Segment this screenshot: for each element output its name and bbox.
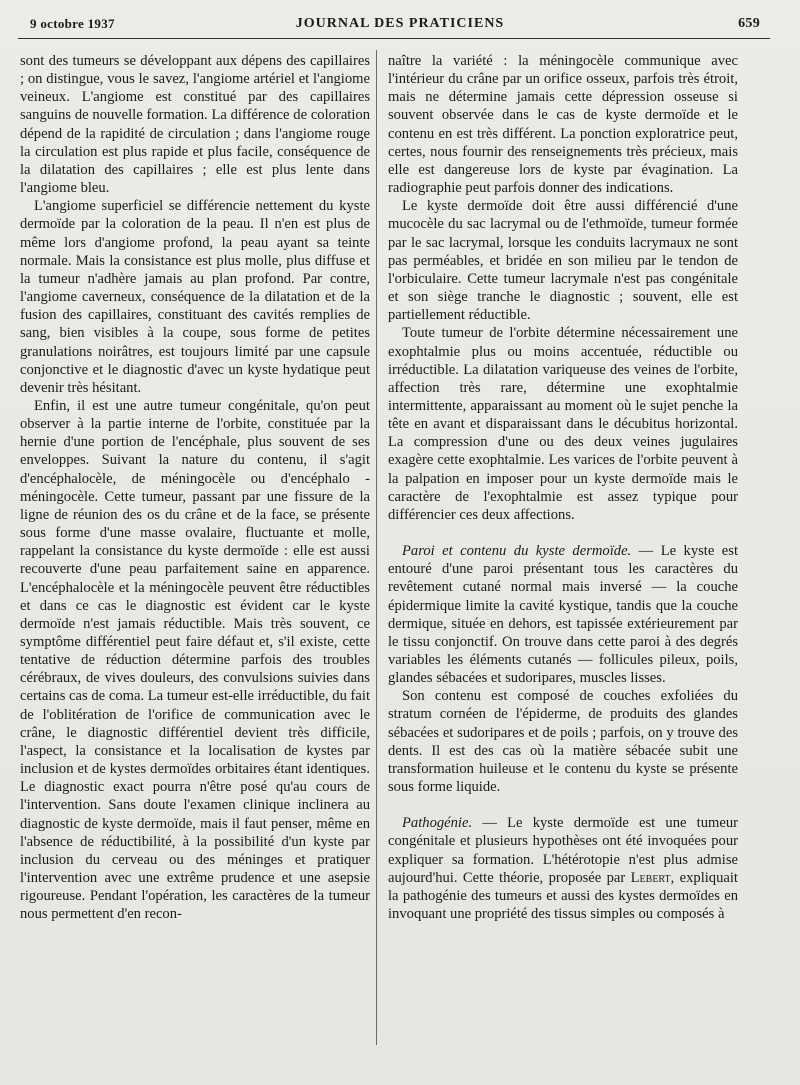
column-divider [376, 50, 377, 1045]
paragraph: L'angiome superficiel se différencie nettement du kyste dermoïde par la coloration de la peau. Il n'en est plus de même lors d'angiome profond, la peau ayant sa teinte normale. Mais la consistance est plus molle, plus diffuse et la tumeur n'adhère jamais au plan profond. Par contre, l'angiome caverneux, conséquence de la dilatation et de la fusion des capillaires, constituant des cavités remplies de sang, bien visibles à la coupe, sous forme de petites granulations noirâtres, est toujours limité par une capsule conjonctive et le diagnostic d'avec un kyste hydatique peut devenir très hésitant. [20, 198, 370, 396]
header-page-number: 659 [738, 16, 760, 31]
left-column [20, 52, 370, 924]
paragraph: naître la variété : la méningocèle communique avec l'intérieur du crâne par un orifice osseux, parfois très étroit, mais ne détermine jamais cette dépression osseuse si souvent observée dans le cas de kyste dermoïde et le contenu en est très différent. La ponction exploratrice peut, certes, nous fournir des renseignements très précieux, mais elle est dangereuse lors de kyste par évagination. La radiographie peut parfois donner des indications. [388, 53, 738, 197]
section-paroi [388, 542, 738, 687]
paragraph: Enfin, il est une autre tumeur congénitale, qu'on peut observer à la partie interne de l'orbite, constituée par la hernie d'une portion de l'encéphale, plus souvent de ses enveloppes. Suivant la nature du contenu, il s'agit d'encéphalocèle, de méningocèle ou d'encéphalo - méningocèle. Cette tumeur, passant par une fissure de la ligne de réunion des os du crâne et de la face, se présente sous forme d'une masse ovalaire, fluctuante et molle, rappelant la consistance du kyste dermoïde : elle est aussi recouverte d'une peau parfaitement saine en apparence. L'encéphalocèle et la méningocèle peuvent être réductibles et dans ce cas le diagnostic est évident car le kyste dermoïde n'est jamais réductible. Mais très souvent, ce symptôme différentiel peut faire défaut et, s'il existe, cette tentative de réduction détermine parfois des troubles cérébraux, de vives douleurs, des convulsions suivies dans certains cas de coma. La tumeur est-elle irréductible, du fait de l'oblitération de l'orifice de communication avec le crâne, le diagnostic différentiel devient très difficile, l'aspect, la consistance et la localisation de kystes par inclusion et de kystes dermoïdes orbitaires étant identiques. Le diagnostic exact pourra n'être posé qu'au cours de l'intervention. Sans doute l'examen clinique inclinera au diagnostic de kyste dermoïde, mais il faut penser, même en l'absence de réductibilité, à la possibilité d'un kyste par inclusion du cerveau ou des méninges et pratiquer l'intervention avec une extrême prudence et une asepsie rigoureuse. Pendant l'opération, les caractères de la tumeur nous permettent d'en recon- [20, 397, 370, 923]
right-column [388, 52, 738, 923]
section-pathogenie [388, 814, 738, 923]
section-text: — Le kyste dermoïde est une tumeur congénitale et plusieurs hypothèses ont été invoquées pour expliquer sa formation. L'hétérotopie n'est plus admise aujourd'hui. Cette théorie, proposée par [388, 815, 738, 886]
paragraph: Le kyste dermoïde doit être aussi différencié d'une mucocèle du sac lacrymal ou de l'ethmoïde, tumeur formée par le sac lacrymal, lorsque les conduits lacrymaux ne sont pas perméables, et bridée en son milieu par le tendon de l'orbiculaire. Cette tumeur lacrymale n'est pas congénitale et son siège tranche le diagnostic ; souvent, elle est partiellement réductible. [388, 198, 738, 324]
section-text: — Le kyste est entouré d'une paroi présentant tous les caractères du revêtement cutané normal mais inversé — la couche épidermique limite la cavité kystique, tandis que la couche dermique, située en dehors, est tapissée extérieurement par le tissu conjonctif. On trouve dans cette paroi à des degrés variables les éléments cutanés — follicules pileux, poils, glandes sébacées et sudoripares, muscles lisses. [388, 543, 738, 687]
header-journal-title: JOURNAL DES PRATICIENS [295, 16, 505, 31]
section-title: Pathogénie. [402, 815, 473, 832]
author-name: Lebert [630, 869, 671, 886]
section-text: , expliquait la pathogénie des tumeurs et aussi des kystes dermoïdes en invoquant une propriété des tissus simples ou composés à [388, 869, 738, 923]
header-date: 9 octobre 1937 [30, 16, 115, 31]
paragraph: Toute tumeur de l'orbite détermine nécessairement une exophtalmie plus ou moins accentuée, réductible ou irréductible. La dilatation variqueuse des veines de l'orbite, affection très rare, détermine une exophtalmie intermittente, apparaissant au moment où le sujet penche la tête en avant et disparaissant dans le décubitus horizontal. La compression d'une ou des deux veines jugulaires exagère cette exophtalmie. Les varices de l'orbite peuvent à la palpation en imposer pour un kyste dermoïde mais le caractère de l'exophtalmie est assez typique pour différencier ces deux affections. [388, 325, 738, 523]
paragraph: Son contenu est composé de couches exfoliées du stratum cornéen de l'épiderme, de produits des glandes sébacées et sudoripares et de poils ; parfois, on y trouve des dents. Il est des cas où la matière sébacée subit une transformation huileuse et le contenu du kyste se présente sous forme liquide. [388, 688, 738, 796]
section-title: Paroi et contenu du kyste dermoïde. [402, 543, 632, 560]
paragraph: sont des tumeurs se développant aux dépens des capillaires ; on distingue, vous le savez, l'angiome artériel et l'angiome veineux. L'angiome est constitué par des capillaires sanguins de nouvelle formation. La différence de coloration dépend de la rapidité de circulation ; dans l'angiome rouge la circulation est plus rapide et plus facile, conséquence de la dilatation des capillaires ; elle est plus lente dans l'angiome bleu. [20, 53, 370, 197]
page-header [0, 14, 800, 36]
header-rule [18, 38, 770, 39]
